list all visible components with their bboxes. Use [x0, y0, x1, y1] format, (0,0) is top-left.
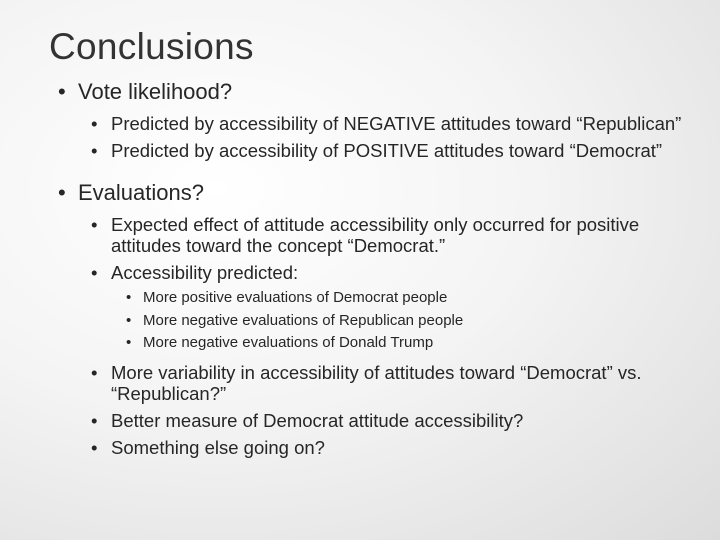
sub-list-item: [126, 332, 698, 355]
section-heading: [58, 78, 698, 106]
bullet-icon: •: [91, 262, 98, 283]
bullet-icon: •: [58, 79, 66, 104]
list-item-text: Something else going on?: [111, 436, 325, 458]
sub-list-item: [126, 310, 698, 333]
bullet-icon: •: [91, 436, 98, 458]
bullet-icon: •: [91, 361, 98, 383]
list-item: [91, 410, 698, 431]
bullet-icon: •: [91, 214, 98, 235]
bullet-icon: •: [126, 289, 132, 306]
list-item: [91, 214, 698, 256]
bullet-icon: •: [58, 180, 66, 205]
bullet-icon: •: [126, 334, 132, 351]
heading-text: Vote likelihood?: [78, 79, 233, 104]
sub-list-item: [126, 287, 698, 310]
list-item-text: More variability in accessibility of attitudes toward “Democrat” vs. “Republican?”: [111, 361, 642, 404]
list-item: [91, 362, 698, 404]
list-item-text: Predicted by accessibility of NEGATIVE attitudes toward “Republican”: [111, 113, 682, 134]
slide-title: Conclusions: [49, 26, 254, 67]
section-evaluations: [58, 179, 698, 458]
list-item: [91, 437, 698, 458]
sub-list-item-text: More negative evaluations of Republican people: [143, 311, 464, 329]
list-item-text: Accessibility predicted:: [111, 262, 299, 283]
heading-text: Evaluations?: [78, 180, 204, 205]
list-item: [91, 113, 698, 134]
bullet-icon: •: [91, 113, 98, 134]
list-item-text: Predicted by accessibility of POSITIVE attitudes toward “Democrat”: [111, 140, 663, 161]
bullet-icon: •: [91, 409, 98, 431]
bullet-icon: •: [126, 311, 132, 329]
section-heading: [58, 179, 698, 207]
list-item: [91, 140, 698, 161]
slide-content: [58, 78, 698, 458]
section-vote-likelihood: [58, 78, 698, 161]
list-item-text: Expected effect of attitude accessibility only occurred for positive attitudes toward the concept “Democrat.”: [111, 214, 640, 256]
list-item-text: Better measure of Democrat attitude accessibility?: [111, 409, 524, 431]
sub-list-item-text: More positive evaluations of Democrat people: [143, 289, 448, 306]
sub-list-item-text: More negative evaluations of Donald Trump: [143, 334, 434, 351]
list-item: [91, 262, 698, 283]
bullet-icon: •: [91, 140, 98, 161]
